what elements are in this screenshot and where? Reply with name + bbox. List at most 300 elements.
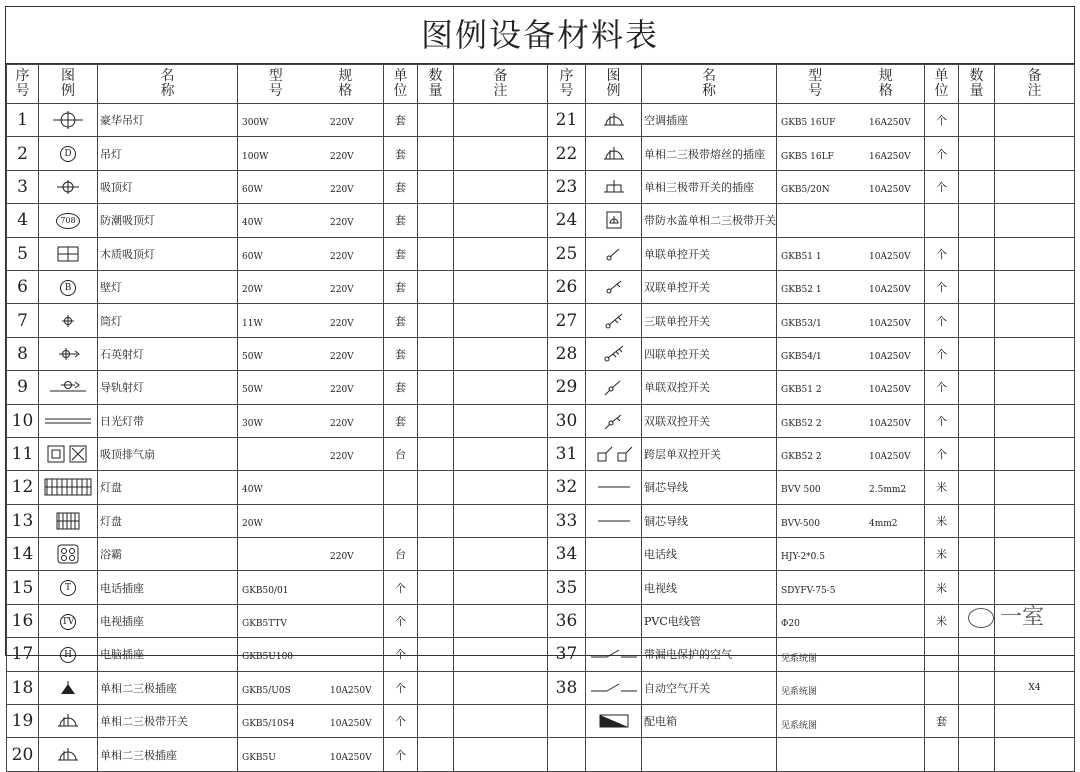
pendant-lamp-icon-glyph: D (60, 146, 76, 162)
item-name: 木质吸顶灯 (98, 237, 238, 270)
item-quantity (418, 337, 454, 370)
model-spec-cell (238, 471, 384, 504)
item-spec: 4mm2 (869, 518, 898, 529)
item-spec: 220V (330, 385, 354, 396)
item-spec: 220V (330, 218, 354, 229)
left-note-header: 备 注 (454, 65, 548, 104)
right-note-header: 备 注 (995, 65, 1075, 104)
table-row (7, 237, 1075, 270)
item-model: GKB50/01 (242, 585, 289, 596)
item-unit: 个 (384, 604, 418, 637)
item-name: 豪华吊灯 (98, 104, 238, 137)
item-name: 单相二三极带熔丝的插座 (642, 137, 777, 170)
item-name: 单相二三极插座 (98, 738, 238, 771)
model-spec-cell (777, 504, 925, 537)
item-unit: 米 (925, 538, 959, 571)
item-note (454, 371, 548, 404)
model-spec-cell (238, 738, 384, 771)
item-unit: 套 (384, 204, 418, 237)
empty-symbol (586, 538, 642, 571)
item-quantity (959, 170, 995, 203)
computer-socket-icon (39, 638, 98, 671)
wall-lamp-icon-glyph: B (60, 280, 76, 296)
item-note (995, 437, 1075, 470)
item-name: 自动空气开关 (642, 671, 777, 704)
legend-sheet (5, 6, 1075, 765)
item-model: GKB5/20N (781, 184, 830, 195)
item-unit: 套 (384, 371, 418, 404)
item-name: 带防水盖单相二三极带开关 (642, 204, 777, 237)
single-switch-icon (586, 237, 642, 270)
watermark (968, 600, 1044, 631)
ceiling-chandelier-icon (39, 104, 98, 137)
model-spec-cell (777, 437, 925, 470)
right-seq-header: 序 号 (548, 65, 586, 104)
item-note (995, 104, 1075, 137)
table-row (7, 270, 1075, 303)
item-unit: 套 (384, 104, 418, 137)
table-row (7, 304, 1075, 337)
two-three-pole-socket-icon (39, 671, 98, 704)
table-row (7, 571, 1075, 604)
item-name: 单相二三极带开关 (98, 705, 238, 738)
item-note (995, 638, 1075, 671)
item-model: GKB5U (242, 752, 276, 763)
row-number: 34 (548, 538, 586, 571)
item-note (454, 471, 548, 504)
item-name: 石英射灯 (98, 337, 238, 370)
table-row (7, 137, 1075, 170)
light-panel-small-icon (39, 504, 98, 537)
model-spec-cell (238, 671, 384, 704)
row-number: 22 (548, 137, 586, 170)
item-quantity (959, 337, 995, 370)
row-number: 33 (548, 504, 586, 537)
row-number: 1 (7, 104, 39, 137)
item-name: 浴霸 (98, 538, 238, 571)
item-unit: 台 (384, 437, 418, 470)
item-note (995, 371, 1075, 404)
table-row (7, 170, 1075, 203)
item-quantity (418, 638, 454, 671)
item-quantity (418, 471, 454, 504)
model-spec-cell (777, 337, 925, 370)
model-spec-cell (777, 204, 925, 237)
item-note (995, 738, 1075, 771)
model-spec-cell (238, 304, 384, 337)
computer-socket-icon-glyph: H (60, 647, 76, 663)
row-number: 28 (548, 337, 586, 370)
item-name: 导轨射灯 (98, 371, 238, 404)
item-name: PVC电线管 (642, 604, 777, 637)
two-way-switch-pair-icon (586, 437, 642, 470)
row-number: 37 (548, 638, 586, 671)
item-spec: 16A250V (869, 151, 911, 162)
table-row (7, 604, 1075, 637)
fused-socket-icon (586, 137, 642, 170)
table-row (7, 371, 1075, 404)
item-model: GKB5/10S4 (242, 719, 295, 730)
triple-switch-icon (586, 304, 642, 337)
row-number: 16 (7, 604, 39, 637)
item-note (454, 538, 548, 571)
item-note (995, 237, 1075, 270)
item-unit: 个 (384, 738, 418, 771)
item-spec: 16A250V (869, 118, 911, 129)
item-quantity (418, 304, 454, 337)
item-unit: 个 (925, 304, 959, 337)
row-number: 12 (7, 471, 39, 504)
item-model: 60W (242, 251, 263, 262)
row-number: 13 (7, 504, 39, 537)
item-model: 40W (242, 218, 263, 229)
item-note (454, 137, 548, 170)
model-spec-cell (238, 571, 384, 604)
model-spec-cell (777, 104, 925, 137)
item-quantity (959, 404, 995, 437)
item-unit: 台 (384, 538, 418, 571)
row-number: 31 (548, 437, 586, 470)
item-model: GKB5/U0S (242, 685, 291, 696)
item-model: GKB52 2 (781, 418, 822, 429)
row-number: 11 (7, 437, 39, 470)
item-model: GKB5 16LF (781, 151, 834, 162)
item-spec: 10A250V (330, 752, 372, 763)
item-quantity (418, 137, 454, 170)
item-unit: 米 (925, 604, 959, 637)
model-spec-cell (238, 638, 384, 671)
item-model: GKB52 1 (781, 285, 822, 296)
item-spec: 220V (330, 418, 354, 429)
item-model: GKB5U100 (242, 652, 294, 663)
item-model: 见系统图 (781, 687, 818, 698)
row-number: 35 (548, 571, 586, 604)
item-model: GKB52 2 (781, 452, 822, 463)
table-row (7, 104, 1075, 137)
item-name: 带漏电保护的空气 (642, 638, 777, 671)
item-spec: 220V (330, 184, 354, 195)
row-number: 8 (7, 337, 39, 370)
row-number: 25 (548, 237, 586, 270)
item-name: 电脑插座 (98, 638, 238, 671)
left-model-spec-header: 型 规 号 格 (238, 65, 384, 104)
ac-socket-icon (586, 104, 642, 137)
row-number: 21 (548, 104, 586, 137)
item-unit: 个 (384, 571, 418, 604)
right-name-header: 名 称 (642, 65, 777, 104)
item-model: GKB54/1 (781, 351, 822, 362)
three-pole-switched-socket-icon (586, 170, 642, 203)
row-number: 29 (548, 371, 586, 404)
item-quantity (418, 237, 454, 270)
item-quantity (959, 237, 995, 270)
item-spec: 10A250V (330, 719, 372, 730)
item-name: 吸顶排气扇 (98, 437, 238, 470)
item-name: 铜芯导线 (642, 471, 777, 504)
item-unit: 个 (384, 705, 418, 738)
item-unit (384, 471, 418, 504)
row-number (548, 705, 586, 738)
item-name: 双联单控开关 (642, 270, 777, 303)
model-spec-cell (238, 337, 384, 370)
item-note (995, 304, 1075, 337)
telephone-socket-icon-glyph: T (60, 580, 76, 596)
item-name: 筒灯 (98, 304, 238, 337)
item-model: GKB51 1 (781, 251, 822, 262)
item-note (995, 270, 1075, 303)
row-number: 7 (7, 304, 39, 337)
wall-lamp-icon (39, 270, 98, 303)
moisture-proof-lamp-icon (39, 204, 98, 237)
row-number: 20 (7, 738, 39, 771)
downlight-icon (39, 304, 98, 337)
item-note (454, 104, 548, 137)
model-spec-cell (238, 437, 384, 470)
table-row (7, 538, 1075, 571)
item-note (995, 471, 1075, 504)
item-unit: 米 (925, 571, 959, 604)
item-quantity (418, 404, 454, 437)
item-note (454, 638, 548, 671)
row-number: 38 (548, 671, 586, 704)
row-number: 6 (7, 270, 39, 303)
switched-socket-icon (39, 705, 98, 738)
item-quantity (959, 371, 995, 404)
row-number: 15 (7, 571, 39, 604)
item-unit (925, 204, 959, 237)
item-note (995, 337, 1075, 370)
item-model: 20W (242, 285, 263, 296)
splashproof-socket-icon (586, 204, 642, 237)
item-name: 三联单控开关 (642, 304, 777, 337)
model-spec-cell (777, 471, 925, 504)
model-spec-cell (777, 170, 925, 203)
item-name: 铜芯导线 (642, 504, 777, 537)
item-model: GKB5TTV (242, 619, 287, 630)
item-name: 灯盘 (98, 471, 238, 504)
item-spec: 10A250V (869, 285, 911, 296)
item-note (995, 504, 1075, 537)
model-spec-cell (777, 270, 925, 303)
item-quantity (959, 705, 995, 738)
rcd-breaker-icon (586, 638, 642, 671)
item-spec: 220V (330, 118, 354, 129)
item-spec: 10A250V (869, 452, 911, 463)
item-quantity (418, 204, 454, 237)
item-name: 吊灯 (98, 137, 238, 170)
item-model: 11W (242, 318, 263, 329)
item-name: 四联单控开关 (642, 337, 777, 370)
watermark-text: 一室 (999, 605, 1044, 630)
right-qty-header: 数 量 (959, 65, 995, 104)
item-note (454, 204, 548, 237)
double-switch-icon (586, 270, 642, 303)
item-unit: 个 (925, 137, 959, 170)
model-spec-cell (777, 705, 925, 738)
item-quantity (959, 504, 995, 537)
item-unit: 米 (925, 504, 959, 537)
model-spec-cell (777, 571, 925, 604)
item-note (995, 538, 1075, 571)
row-number: 10 (7, 404, 39, 437)
model-spec-cell (238, 538, 384, 571)
item-spec: 220V (330, 351, 354, 362)
item-note (454, 671, 548, 704)
item-note: X4 (995, 671, 1075, 704)
wood-grille-lamp-icon (39, 237, 98, 270)
left-seq-header: 序 号 (7, 65, 39, 104)
item-spec: 10A250V (869, 318, 911, 329)
item-note (995, 170, 1075, 203)
item-unit: 套 (384, 170, 418, 203)
item-name: 单相三极带开关的插座 (642, 170, 777, 203)
item-model: SDYFV-75-5 (781, 585, 836, 596)
light-panel-icon (39, 471, 98, 504)
item-unit (925, 638, 959, 671)
item-name: 防潮吸顶灯 (98, 204, 238, 237)
ceiling-lamp-icon (39, 170, 98, 203)
item-model: Φ20 (781, 619, 800, 630)
item-quantity (959, 538, 995, 571)
item-name: 壁灯 (98, 270, 238, 303)
item-model: 30W (242, 418, 263, 429)
item-model: 50W (242, 351, 263, 362)
tv-socket-icon (39, 604, 98, 637)
left-legend-header: 图 例 (39, 65, 98, 104)
item-quantity (959, 437, 995, 470)
item-model: GKB5 16UF (781, 118, 836, 129)
model-spec-cell (238, 705, 384, 738)
item-note (454, 437, 548, 470)
air-breaker-icon (586, 671, 642, 704)
item-unit: 个 (925, 237, 959, 270)
table-row (7, 705, 1075, 738)
item-note (454, 337, 548, 370)
item-model: 60W (242, 184, 263, 195)
model-spec-cell (777, 137, 925, 170)
row-number: 19 (7, 705, 39, 738)
table-row (7, 504, 1075, 537)
item-name: 单相二三极插座 (98, 671, 238, 704)
model-spec-cell (238, 604, 384, 637)
item-unit: 套 (384, 270, 418, 303)
item-quantity (418, 371, 454, 404)
item-quantity (959, 471, 995, 504)
item-quantity (959, 738, 995, 771)
light-strip-icon (39, 404, 98, 437)
table-row (7, 337, 1075, 370)
wechat-icon (968, 608, 994, 628)
item-quantity (418, 270, 454, 303)
item-quantity (418, 571, 454, 604)
item-spec: 220V (330, 251, 354, 262)
item-spec: 220V (330, 318, 354, 329)
model-spec-cell (777, 538, 925, 571)
row-number: 17 (7, 638, 39, 671)
item-quantity (959, 671, 995, 704)
item-unit: 个 (925, 170, 959, 203)
item-name: 双联双控开关 (642, 404, 777, 437)
row-number: 27 (548, 304, 586, 337)
item-note (454, 738, 548, 771)
item-name: 跨层单双控开关 (642, 437, 777, 470)
item-unit: 套 (384, 237, 418, 270)
item-spec: 10A250V (869, 351, 911, 362)
wire-line-icon (586, 471, 642, 504)
empty-symbol (586, 571, 642, 604)
item-name: 吸顶灯 (98, 170, 238, 203)
model-spec-cell (777, 404, 925, 437)
item-unit: 个 (925, 371, 959, 404)
equipment-table (6, 64, 1075, 772)
model-spec-cell (777, 237, 925, 270)
right-unit-header: 单 位 (925, 65, 959, 104)
socket-outlet-icon (39, 738, 98, 771)
empty-symbol (586, 604, 642, 637)
item-unit: 套 (384, 137, 418, 170)
item-quantity (959, 104, 995, 137)
item-model: HJY-2*0.5 (781, 552, 825, 563)
model-spec-cell (238, 371, 384, 404)
item-unit: 个 (384, 638, 418, 671)
item-spec: 220V (330, 285, 354, 296)
empty-symbol (586, 738, 642, 771)
item-quantity (418, 437, 454, 470)
item-spec: 10A250V (869, 418, 911, 429)
row-number: 3 (7, 170, 39, 203)
quartz-spotlight-icon (39, 337, 98, 370)
item-note (995, 204, 1075, 237)
item-model: GKB53/1 (781, 318, 822, 329)
item-model: 100W (242, 151, 269, 162)
item-model: 40W (242, 485, 263, 496)
item-spec: 220V (330, 452, 354, 463)
table-row (7, 671, 1075, 704)
row-number: 14 (7, 538, 39, 571)
model-spec-cell (777, 304, 925, 337)
left-name-header: 名 称 (98, 65, 238, 104)
item-spec: 10A250V (869, 184, 911, 195)
wire-line-icon (586, 504, 642, 537)
item-unit: 个 (925, 270, 959, 303)
item-quantity (418, 604, 454, 637)
item-name: 灯盘 (98, 504, 238, 537)
item-quantity (418, 538, 454, 571)
model-spec-cell (777, 738, 925, 771)
bath-heater-icon (39, 538, 98, 571)
item-quantity (418, 671, 454, 704)
item-model: BVV-500 (781, 518, 821, 529)
item-name: 电视插座 (98, 604, 238, 637)
double-two-way-switch-icon (586, 404, 642, 437)
item-model: BVV 500 (781, 485, 821, 496)
item-name: 电话线 (642, 538, 777, 571)
item-note (454, 170, 548, 203)
item-model: 见系统图 (781, 653, 818, 664)
item-note (454, 571, 548, 604)
quad-switch-icon (586, 337, 642, 370)
model-spec-cell (238, 270, 384, 303)
item-name: 单联双控开关 (642, 371, 777, 404)
single-two-way-switch-icon (586, 371, 642, 404)
item-note (454, 404, 548, 437)
item-model: 300W (242, 118, 269, 129)
item-spec: 220V (330, 151, 354, 162)
model-spec-cell (777, 638, 925, 671)
item-note (454, 604, 548, 637)
item-quantity (959, 137, 995, 170)
table-row (7, 404, 1075, 437)
